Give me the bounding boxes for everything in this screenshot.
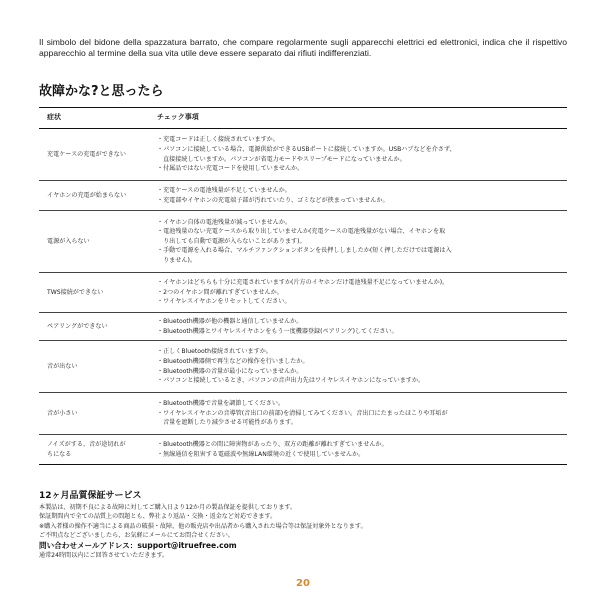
symptom-cell: イヤホンの充電が始まらない	[39, 181, 149, 211]
check-item: ・ワイヤレスイヤホンの音導管(音出口の前部)を清掃してみてください。音出口にたまったほこりや耳垢が	[157, 409, 448, 417]
check-cell	[149, 181, 567, 211]
check-item: ・手動で電源を入れる場合、マルチファンクションボタンを長押ししましたか(短く押しただけでは電源は入	[157, 247, 452, 255]
symptom-cell: 音が出ない	[39, 341, 149, 393]
table-row	[39, 313, 567, 341]
symptom-cell	[39, 435, 149, 465]
support-email: 問い合わせメールアドレス：support@itruefree.com	[39, 541, 237, 551]
check-item: 音量を遮断したり減少させる可能性があります。	[157, 419, 297, 427]
warranty-line: 保証期間内で全ての品質上の問題とも、弊社より返品・交換・返金など対応できます。	[39, 513, 277, 521]
symptom-cell: 電源が入らない	[39, 211, 149, 273]
check-item: りません)。	[157, 256, 196, 264]
reply-time-note: 通常24時間以内にご回答させていただきます。	[39, 552, 169, 560]
check-cell	[149, 273, 567, 313]
check-cell	[149, 313, 567, 341]
table-row	[39, 181, 567, 211]
table-row	[39, 129, 567, 181]
check-item: ・2つのイヤホン間が離れすぎていませんか。	[157, 288, 283, 296]
warranty-title: 12ヶ月品質保証サービス	[39, 491, 142, 501]
check-cell	[149, 393, 567, 435]
check-item: ・パソコンに接続している場合、電源供給ができるUSBポートに接続していますか。USBハブなどを介さず、	[157, 145, 456, 153]
page-number: 20	[296, 578, 310, 589]
symptom-cell: 充電ケースの充電ができない	[39, 129, 149, 181]
check-item: ・Bluetooth機器の音量が最小になっていませんか。	[157, 367, 303, 375]
check-cell	[149, 129, 567, 181]
check-item: ・充電部やイヤホンの充電端子部が汚れていたり、ゴミなどが挟まっていませんか。	[157, 196, 389, 204]
table-row	[39, 341, 567, 393]
check-item: ・電池残量のない充電ケースから取り出していませんか(充電ケースの電池残量がない場合、イヤホンを取	[157, 228, 446, 236]
check-item: ・充電コードは正しく接続されていますか。	[157, 136, 279, 144]
check-item: ・Bluetooth機器とワイヤレスイヤホンをもう一度機器登録(ペアリング)してください。	[157, 327, 398, 335]
troubleshooting-table	[39, 107, 567, 465]
symptom-cell: TWS接続ができない	[39, 273, 149, 313]
warranty-line: ※購入者様の操作不適当による商品の破損・故障、他の販売店や出品者から購入された場合等は保証対象外となります。	[39, 522, 367, 530]
check-item: ・Bluetooth機器が他の機器と通信していませんか。	[157, 317, 303, 325]
symptom-cell: ペアリングができない	[39, 313, 149, 341]
check-column-header: チェック事項	[149, 108, 567, 129]
warranty-section	[39, 492, 567, 560]
check-item: ・Bluetooth機器側で再生などの操作を行いましたか。	[157, 357, 309, 365]
check-item: ・Bluetooth機器との間に障害物があったり、双方の距離が離れすぎていませんか。	[157, 440, 388, 448]
table-row	[39, 211, 567, 273]
symptom-line: ノイズがする、音が途切れが	[47, 440, 126, 448]
check-item: 直接接続していますか。パソコンが省電力モードやスリープモードになっていませんか。	[157, 155, 406, 163]
symptom-cell: 音が小さい	[39, 393, 149, 435]
check-item: ・パソコンと接続しているとき、パソコンの音声出力先はワイヤレスイヤホンになっていますか。	[157, 377, 425, 385]
table-row	[39, 273, 567, 313]
table-header-row	[39, 108, 567, 129]
warranty-line: 本製品は、初期不良による故障に対してご購入日より12か月の製品保証を提供しております。	[39, 504, 297, 512]
check-item: ・Bluetooth機器で音量を調節してください。	[157, 400, 285, 408]
check-cell	[149, 211, 567, 273]
check-item: ・正しくBluetooth接続されていますか。	[157, 348, 272, 356]
check-item: ・付属品ではない充電コードを使用していませんか。	[157, 165, 304, 173]
check-item: り出しても自動で電源が入らないことがあります)。	[157, 237, 306, 245]
check-item: ・イヤホン自体の電池残量が減っていませんか。	[157, 218, 292, 226]
symptom-line: ちになる	[47, 450, 72, 458]
troubleshooting-heading: 故障かな?と思ったら	[39, 84, 164, 99]
check-item: ・イヤホンはどちらも十分に充電されていますか(片方のイヤホンだけ電池残量不足になっていませんか)。	[157, 279, 449, 287]
check-cell	[149, 341, 567, 393]
check-cell	[149, 435, 567, 465]
weee-disposal-notice: Il simbolo del bidone della spazzatura barrato, che compare regolarmente sugli apparecchi elettrici ed elettronici, indica che il rispettivo apparecchio al termine della sua vita utile deve essere separato dai rifiuti indifferenziati.	[39, 37, 567, 58]
check-item: ・無線通信を阻害する電磁波や無線LAN環境の近くで使用していませんか。	[157, 450, 365, 458]
symptom-column-header: 症状	[39, 108, 149, 129]
warranty-line: ご不明点などございましたら、お気軽にメールにてお問合せください。	[39, 531, 234, 539]
table-row	[39, 393, 567, 435]
check-item: ・充電ケースの電池残量が不足していませんか。	[157, 186, 291, 194]
check-item: ・ワイヤレスイヤホンをリセットしてください。	[157, 298, 291, 306]
table-row	[39, 435, 567, 465]
